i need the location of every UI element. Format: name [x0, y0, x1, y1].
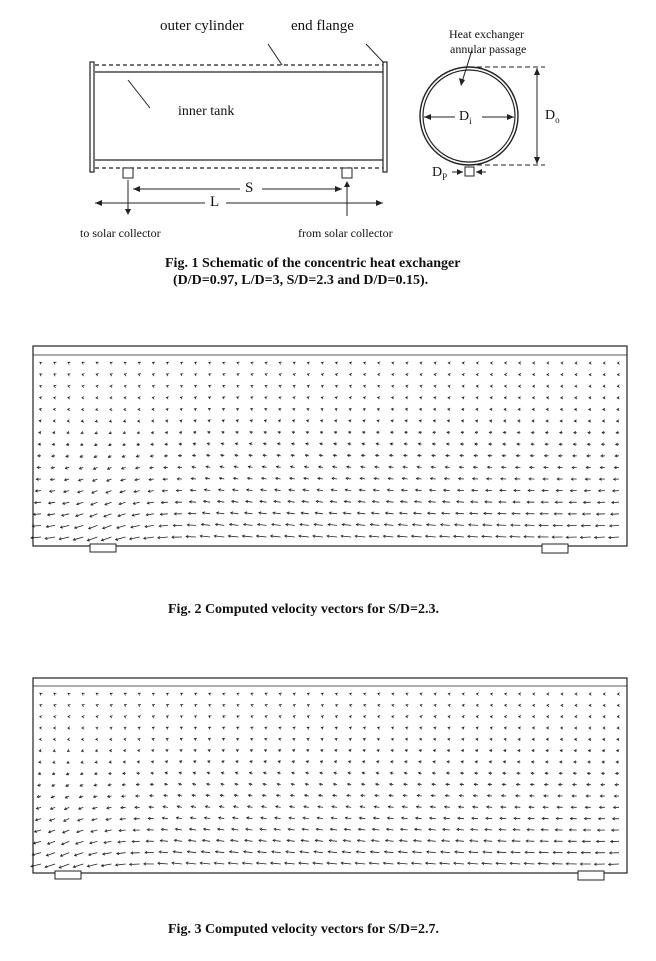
- velocity-vector: [130, 864, 140, 865]
- velocity-vector-head: [195, 693, 198, 695]
- velocity-vector: [510, 863, 520, 864]
- label-S: S: [245, 180, 254, 196]
- label-annular-passage: annular passage: [450, 42, 527, 56]
- velocity-vector-head: [40, 705, 43, 707]
- velocity-vector-head: [152, 693, 155, 695]
- label-to-solar-collector: to solar collector: [80, 226, 161, 240]
- velocity-vector-head: [167, 716, 170, 718]
- label-inner-tank: inner tank: [178, 104, 235, 119]
- velocity-vector: [525, 852, 534, 853]
- velocity-vector: [511, 852, 520, 853]
- velocity-vector-head: [96, 704, 99, 706]
- label-Do: $D_o$: [545, 108, 560, 125]
- velocity-vector-head: [40, 693, 43, 695]
- velocity-vector-head: [237, 693, 240, 695]
- figure-1-caption-line1: Fig. 1 Schematic of the concentric heat exchanger: [165, 256, 461, 271]
- figure-2-caption: Fig. 2 Computed velocity vectors for S/D=2.3.: [168, 602, 439, 617]
- velocity-vector-head: [124, 693, 127, 695]
- label-Dp: $D_P$: [432, 165, 448, 182]
- velocity-vector-head: [152, 716, 155, 718]
- velocity-vector-head: [40, 716, 42, 719]
- velocity-vector-head: [54, 705, 57, 707]
- velocity-vector-head: [124, 716, 127, 718]
- velocity-vector-head: [195, 704, 198, 706]
- label-L: L: [210, 194, 220, 210]
- velocity-vector-head: [167, 693, 170, 695]
- velocity-vector: [538, 863, 548, 864]
- velocity-vector-head: [82, 693, 85, 695]
- velocity-vector-head: [167, 705, 170, 707]
- velocity-vector-head: [124, 704, 127, 706]
- label-end-flange: end flange: [291, 18, 354, 34]
- velocity-vector-head: [152, 705, 155, 707]
- velocity-vector-head: [110, 716, 112, 719]
- velocity-vector-head: [68, 704, 71, 706]
- velocity-vector-head: [96, 693, 99, 695]
- velocity-vector-head: [237, 704, 240, 706]
- velocity-vector-head: [96, 716, 98, 719]
- velocity-vector-head: [110, 704, 113, 706]
- velocity-vector: [524, 863, 534, 864]
- velocity-vector-head: [82, 704, 85, 706]
- figure-1-caption-line2: (D/D=0.97, L/D=3, S/D=2.3 and D/D=0.15).: [173, 273, 429, 288]
- velocity-vector-head: [195, 716, 198, 718]
- velocity-vector-head: [54, 693, 57, 695]
- velocity-vector-head: [54, 716, 56, 719]
- label-heat-exchanger: Heat exchanger: [449, 27, 524, 41]
- velocity-vector-head: [138, 693, 141, 695]
- velocity-vector-head: [223, 704, 226, 706]
- velocity-vector-head: [181, 693, 184, 695]
- label-outer-cylinder: outer cylinder: [160, 18, 244, 34]
- velocity-vector-head: [181, 716, 184, 718]
- velocity-vector-head: [181, 705, 184, 707]
- label-Di: $D_i$: [459, 109, 472, 126]
- velocity-vector-head: [138, 716, 141, 718]
- velocity-vector-head: [209, 704, 212, 706]
- velocity-vector-head: [68, 693, 71, 695]
- velocity-vector-head: [209, 693, 212, 695]
- label-from-solar-collector: from solar collector: [298, 226, 393, 240]
- figure-3-caption: Fig. 3 Computed velocity vectors for S/D=2.7.: [168, 922, 439, 937]
- velocity-vector-head: [223, 693, 226, 695]
- velocity-vector-head: [138, 705, 141, 707]
- velocity-vector-head: [110, 693, 113, 695]
- velocity-vector-head: [209, 716, 212, 718]
